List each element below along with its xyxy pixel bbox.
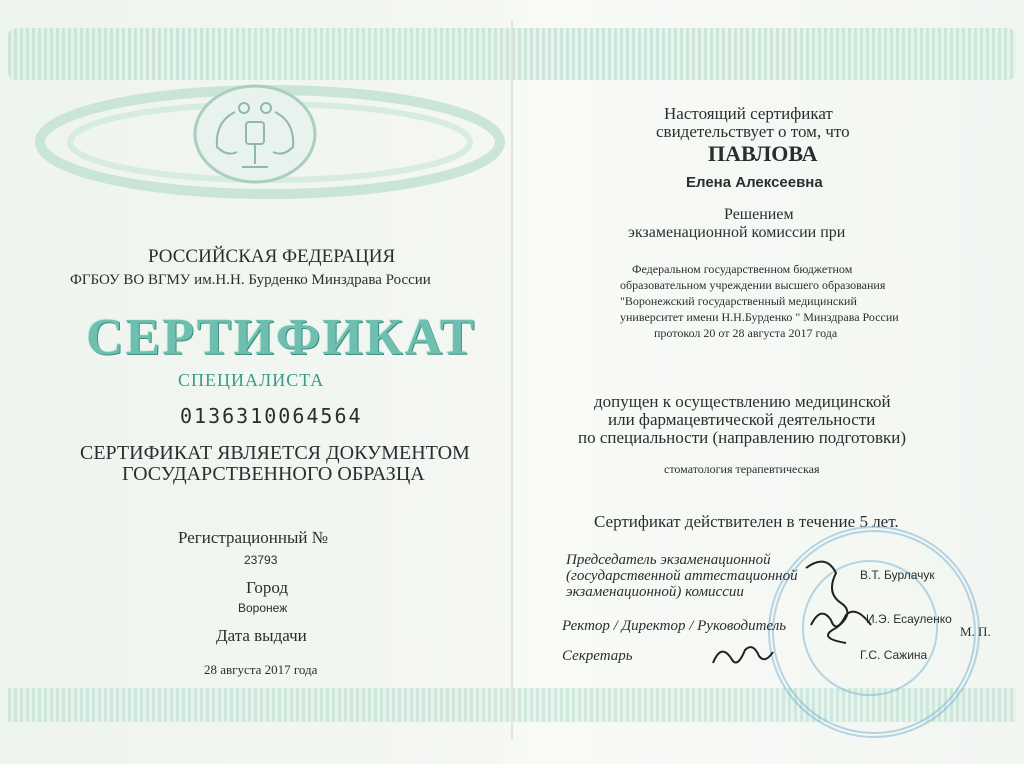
country-label: РОССИЙСКАЯ ФЕДЕРАЦИЯ bbox=[148, 246, 396, 267]
organization-line3: "Воронежский государственный медицинский bbox=[620, 294, 857, 308]
secretary-signature bbox=[708, 638, 778, 674]
admission-line3: по специальности (направлению подготовки) bbox=[578, 428, 907, 447]
intro-line2: свидетельствует о том, что bbox=[656, 122, 850, 141]
organization-line2: образовательном учреждении высшего образования bbox=[620, 278, 886, 292]
decision-line1: Решением bbox=[724, 206, 794, 223]
issue-date-value: 28 августа 2017 года bbox=[204, 662, 318, 677]
registration-number: 23793 bbox=[244, 553, 278, 567]
registration-label: Регистрационный № bbox=[178, 528, 328, 547]
certificate-number: 0136310064564 bbox=[180, 404, 363, 428]
protocol-line: протокол 20 от 28 августа 2017 года bbox=[654, 326, 838, 340]
admission-line2: или фармацевтической деятельности bbox=[608, 410, 876, 429]
rector-name: И.Э. Есауленко bbox=[866, 612, 952, 626]
organization-line1: Федеральном государственном бюджетном bbox=[632, 262, 853, 276]
institution-label: ФГБОУ ВО ВГМУ им.Н.Н. Бурденко Минздрава России bbox=[70, 272, 431, 288]
chair-label-line2: (государственной аттестационной bbox=[566, 568, 798, 584]
organization-line4: университет имени Н.Н.Бурденко " Минздрава России bbox=[620, 310, 899, 324]
city-label: Город bbox=[246, 578, 288, 597]
holder-surname: ПАВЛОВА bbox=[708, 141, 818, 166]
issue-date-label: Дата выдачи bbox=[216, 626, 307, 645]
decision-line2: экзаменационной комиссии при bbox=[628, 224, 846, 241]
center-fold bbox=[511, 20, 513, 740]
rector-label: Ректор / Директор / Руководитель bbox=[562, 618, 787, 634]
secretary-label: Секретарь bbox=[562, 648, 633, 664]
validity-line: Сертификат действителен в течение 5 лет. bbox=[594, 512, 899, 531]
city-value: Воронеж bbox=[238, 601, 288, 615]
intro-line1: Настоящий сертификат bbox=[664, 104, 833, 123]
rector-signature bbox=[806, 600, 876, 640]
certificate-subtitle: СПЕЦИАЛИСТА bbox=[178, 370, 325, 390]
secretary-name: Г.С. Сажина bbox=[860, 648, 928, 662]
admission-line1: допущен к осуществлению медицинской bbox=[594, 392, 891, 411]
chair-label-line1: Председатель экзаменационной bbox=[566, 552, 771, 568]
holder-name: Елена Алексеевна bbox=[686, 174, 823, 191]
emblem-ornament bbox=[30, 72, 510, 212]
state-document-line2: ГОСУДАРСТВЕННОГО ОБРАЗЦА bbox=[122, 463, 425, 485]
chair-label-line3: экзаменационной) комиссии bbox=[566, 584, 744, 600]
state-document-line1: СЕРТИФИКАТ ЯВЛЯЕТСЯ ДОКУМЕНТОМ bbox=[80, 442, 470, 464]
certificate-title: СЕРТИФИКАТ bbox=[86, 309, 477, 366]
specialty-value: стоматология терапевтическая bbox=[664, 462, 820, 476]
chair-name: В.Т. Бурлачук bbox=[860, 568, 935, 582]
seal-place-label: М. П. bbox=[960, 624, 991, 639]
